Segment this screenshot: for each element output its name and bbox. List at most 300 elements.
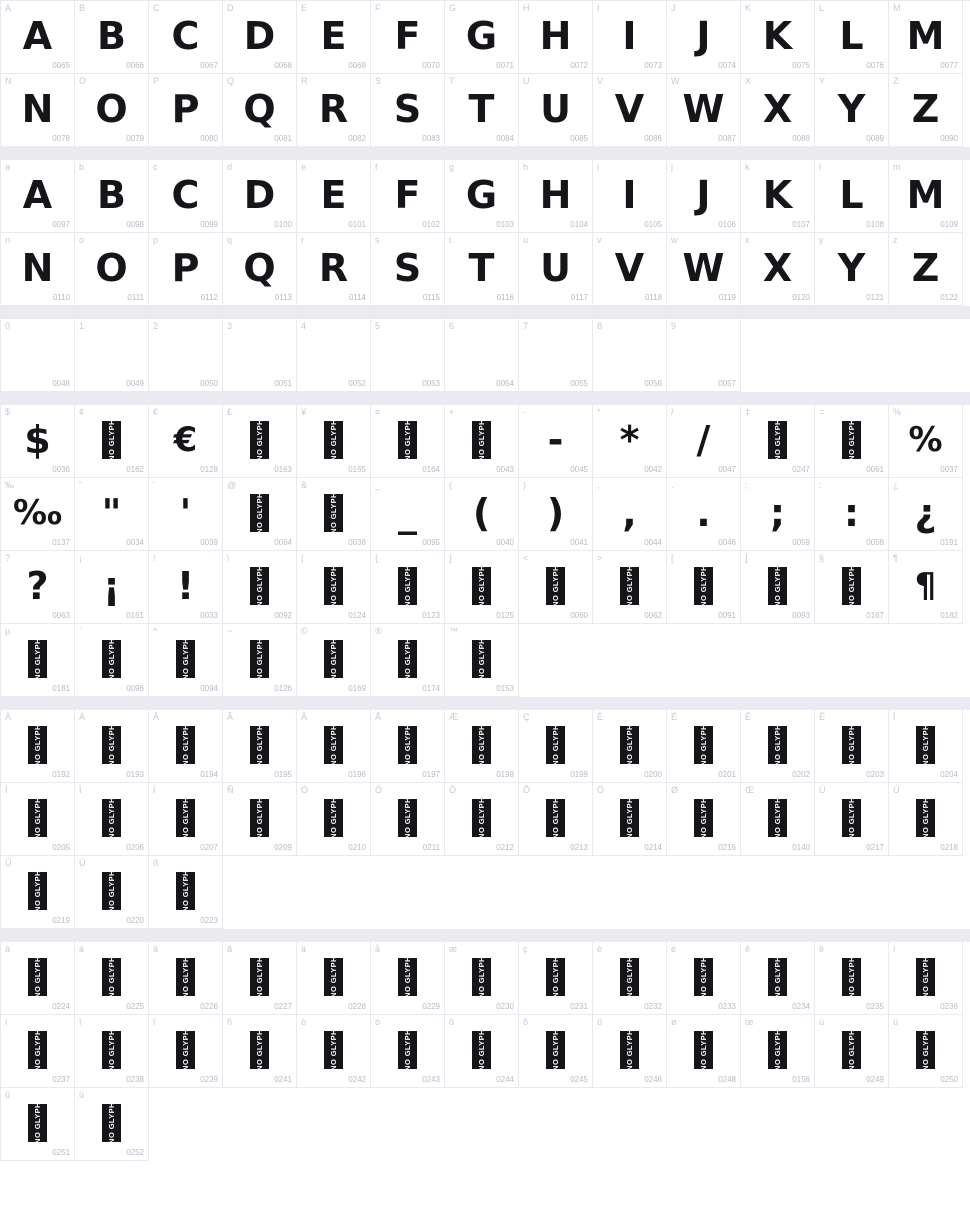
glyph-cell[interactable]	[371, 160, 445, 233]
glyph-char-label: £	[227, 407, 233, 417]
glyph-cell[interactable]	[519, 783, 593, 856]
glyph-render: G	[465, 173, 498, 217]
glyph-char-label: 9	[671, 321, 677, 331]
glyph-cell[interactable]	[815, 1, 889, 74]
glyph-render: %	[908, 420, 943, 460]
glyph-code: 0246	[644, 1075, 662, 1084]
glyph-cell[interactable]	[815, 1015, 889, 1088]
glyph-cell[interactable]	[223, 160, 297, 233]
glyph-render: ‰	[13, 493, 62, 533]
glyph-cell[interactable]	[149, 74, 223, 147]
glyph-char-label: µ	[5, 626, 11, 636]
glyph-cell[interactable]	[371, 551, 445, 624]
glyph-cell[interactable]	[889, 783, 963, 856]
glyph-render: J	[696, 14, 711, 58]
glyph-cell[interactable]	[75, 624, 149, 697]
glyph-cell[interactable]	[741, 783, 815, 856]
glyph-render: G	[465, 14, 498, 58]
glyph-cell[interactable]	[445, 1015, 519, 1088]
glyph-code: 0051	[274, 379, 292, 388]
glyph-cell[interactable]	[297, 783, 371, 856]
glyph-code: 0116	[496, 293, 514, 302]
glyph-cell[interactable]	[371, 1015, 445, 1088]
glyph-cell[interactable]	[1, 1015, 75, 1088]
glyph-code: 0092	[274, 611, 292, 620]
no-glyph-label: NO GLYPH	[402, 1029, 412, 1071]
glyph-cell[interactable]	[149, 1, 223, 74]
glyph-char-label: l	[819, 162, 821, 172]
glyph-code: 0223	[200, 916, 218, 925]
glyph-cell[interactable]	[75, 319, 149, 392]
glyph-cell[interactable]	[667, 1, 741, 74]
glyph-cell[interactable]	[519, 405, 593, 478]
glyph-code: 0100	[274, 220, 292, 229]
glyph-char-label: N	[5, 76, 12, 86]
glyph-code: 0161	[126, 611, 144, 620]
glyph-char-label: ù	[819, 1017, 825, 1027]
glyph-cell[interactable]	[149, 405, 223, 478]
glyph-render: K	[762, 14, 793, 58]
no-glyph-label: NO GLYPH	[772, 724, 782, 766]
glyph-cell[interactable]	[667, 160, 741, 233]
glyph-char-label: }	[449, 553, 453, 563]
glyph-cell[interactable]	[445, 233, 519, 306]
glyph-cell[interactable]	[815, 551, 889, 624]
glyph-code: 0038	[348, 538, 366, 547]
glyph-code: 0225	[126, 1002, 144, 1011]
glyph-cell[interactable]	[445, 160, 519, 233]
glyph-render: R	[318, 246, 349, 290]
glyph-char-label: ?	[5, 553, 11, 563]
glyph-cell[interactable]	[75, 1015, 149, 1088]
glyph-cell[interactable]	[519, 1015, 593, 1088]
glyph-code: 0043	[496, 465, 514, 474]
glyph-cell[interactable]	[371, 319, 445, 392]
glyph-char-label: =	[819, 407, 825, 417]
glyph-code: 0239	[200, 1075, 218, 1084]
glyph-char-label: z	[893, 235, 898, 245]
glyph-code: 0218	[940, 843, 958, 852]
glyph-cell[interactable]	[741, 710, 815, 783]
glyph-cell[interactable]	[741, 233, 815, 306]
glyph-cell[interactable]	[667, 405, 741, 478]
glyph-char-label: è	[597, 944, 603, 954]
glyph-cell[interactable]	[593, 233, 667, 306]
glyph-cell[interactable]	[667, 783, 741, 856]
glyph-cell[interactable]	[297, 478, 371, 551]
glyph-render: $	[24, 418, 51, 462]
glyph-cell[interactable]	[149, 624, 223, 697]
glyph-cell[interactable]	[815, 74, 889, 147]
glyph-char-label: ì	[893, 944, 896, 954]
glyph-cell[interactable]	[667, 74, 741, 147]
glyph-cell[interactable]	[667, 551, 741, 624]
glyph-code: 0107	[792, 220, 810, 229]
glyph-cell[interactable]	[445, 319, 519, 392]
glyph-code: 0121	[866, 293, 884, 302]
glyph-cell[interactable]	[667, 1015, 741, 1088]
glyph-cell[interactable]	[75, 551, 149, 624]
glyph-cell[interactable]	[1, 478, 75, 551]
glyph-cell[interactable]	[75, 233, 149, 306]
glyph-cell[interactable]	[75, 478, 149, 551]
glyph-code: 0191	[940, 538, 958, 547]
glyph-cell[interactable]	[297, 233, 371, 306]
no-glyph-label: NO GLYPH	[180, 1029, 190, 1071]
glyph-char-label: €	[153, 407, 159, 417]
glyph-cell[interactable]	[815, 710, 889, 783]
glyph-cell[interactable]	[741, 74, 815, 147]
glyph-cell[interactable]	[741, 405, 815, 478]
glyph-cell[interactable]	[1, 160, 75, 233]
glyph-code: 0097	[52, 220, 70, 229]
glyph-code: 0085	[570, 134, 588, 143]
no-glyph-label: NO GLYPH	[772, 1029, 782, 1071]
glyph-cell[interactable]	[1, 1088, 75, 1161]
glyph-cell[interactable]	[149, 942, 223, 1015]
glyph-char-label: Ô	[449, 785, 457, 795]
glyph-cell[interactable]	[889, 405, 963, 478]
no-glyph-label: NO GLYPH	[180, 870, 190, 912]
glyph-cell[interactable]	[519, 942, 593, 1015]
glyph-char-label: <	[523, 553, 529, 563]
glyph-render: P	[171, 87, 200, 131]
glyph-char-label: 4	[301, 321, 307, 331]
glyph-render: -	[547, 418, 564, 462]
no-glyph-label: NO GLYPH	[402, 956, 412, 998]
glyph-char-label: >	[597, 553, 603, 563]
glyph-cell[interactable]	[815, 942, 889, 1015]
glyph-cell[interactable]	[371, 405, 445, 478]
glyph-cell[interactable]	[889, 233, 963, 306]
glyph-cell[interactable]	[889, 551, 963, 624]
glyph-cell[interactable]	[889, 1, 963, 74]
glyph-cell[interactable]	[297, 1, 371, 74]
glyph-cell[interactable]	[149, 783, 223, 856]
glyph-cell[interactable]	[889, 160, 963, 233]
glyph-cell[interactable]	[371, 74, 445, 147]
glyph-cell[interactable]	[75, 710, 149, 783]
glyph-cell[interactable]	[297, 319, 371, 392]
glyph-code: 0241	[274, 1075, 292, 1084]
glyph-char-label: j	[671, 162, 673, 172]
glyph-render: P	[171, 246, 200, 290]
glyph-code: 0211	[422, 843, 440, 852]
glyph-render: ,	[622, 491, 637, 535]
glyph-cell[interactable]	[223, 551, 297, 624]
glyph-char-label: &	[301, 480, 308, 490]
glyph-cell[interactable]	[149, 710, 223, 783]
glyph-cell[interactable]	[371, 478, 445, 551]
glyph-code: 0088	[792, 134, 810, 143]
glyph-cell[interactable]	[297, 160, 371, 233]
glyph-code: 0114	[348, 293, 366, 302]
glyph-char-label: 3	[227, 321, 233, 331]
glyph-cell[interactable]	[297, 405, 371, 478]
glyph-cell[interactable]	[149, 319, 223, 392]
glyph-cell[interactable]	[667, 233, 741, 306]
glyph-char-label: c	[153, 162, 158, 172]
glyph-cell[interactable]	[297, 74, 371, 147]
glyph-char-label: à	[5, 944, 11, 954]
glyph-cell[interactable]	[889, 74, 963, 147]
glyph-char-label: A	[5, 3, 12, 13]
glyph-code: 0200	[644, 770, 662, 779]
glyph-render: M	[906, 14, 945, 58]
no-glyph-label: NO GLYPH	[624, 724, 634, 766]
glyph-char-label: Ú	[893, 785, 900, 795]
glyph-code: 0054	[496, 379, 514, 388]
glyph-code: 0058	[866, 538, 884, 547]
glyph-code: 0120	[792, 293, 810, 302]
glyph-code: 0201	[718, 770, 736, 779]
glyph-cell[interactable]	[75, 1088, 149, 1161]
glyph-char-label: "	[79, 480, 83, 490]
glyph-char-label: Ó	[375, 785, 383, 795]
no-glyph-label: NO GLYPH	[32, 1102, 42, 1144]
glyph-char-label: f	[375, 162, 378, 172]
glyph-cell[interactable]	[741, 942, 815, 1015]
glyph-cell[interactable]	[223, 74, 297, 147]
glyph-cell[interactable]	[593, 783, 667, 856]
glyph-code: 0109	[940, 220, 958, 229]
glyph-code: 0207	[200, 843, 218, 852]
glyph-code: 0039	[200, 538, 218, 547]
glyph-cell[interactable]	[223, 405, 297, 478]
glyph-cell[interactable]	[223, 942, 297, 1015]
glyph-code: 0098	[126, 220, 144, 229]
glyph-cell[interactable]	[445, 942, 519, 1015]
no-glyph-label: NO GLYPH	[846, 724, 856, 766]
glyph-char-label: î	[79, 1017, 82, 1027]
glyph-cell[interactable]	[593, 710, 667, 783]
glyph-cell[interactable]	[593, 405, 667, 478]
glyph-cell[interactable]	[75, 160, 149, 233]
glyph-cell[interactable]	[445, 1, 519, 74]
glyph-cell[interactable]	[371, 1, 445, 74]
glyph-char-label: 6	[449, 321, 455, 331]
glyph-cell[interactable]	[445, 74, 519, 147]
glyph-cell[interactable]	[1, 74, 75, 147]
glyph-cell[interactable]	[519, 160, 593, 233]
glyph-cell[interactable]	[741, 160, 815, 233]
glyph-cell[interactable]	[371, 624, 445, 697]
glyph-cell[interactable]	[593, 942, 667, 1015]
glyph-cell[interactable]	[667, 710, 741, 783]
glyph-char-label: Á	[79, 712, 86, 722]
glyph-cell[interactable]	[371, 710, 445, 783]
glyph-cell[interactable]	[593, 478, 667, 551]
glyph-code: 0197	[422, 770, 440, 779]
glyph-char-label: ¢	[79, 407, 85, 417]
glyph-cell[interactable]	[371, 942, 445, 1015]
glyph-cell[interactable]	[149, 478, 223, 551]
glyph-cell[interactable]	[815, 783, 889, 856]
glyph-render: H	[539, 14, 572, 58]
glyph-cell[interactable]	[75, 405, 149, 478]
glyph-cell[interactable]	[741, 478, 815, 551]
glyph-cell[interactable]	[75, 856, 149, 929]
glyph-render: T	[468, 87, 495, 131]
glyph-code: 0090	[940, 134, 958, 143]
glyph-char-label: Û	[5, 858, 12, 868]
glyph-render: C	[171, 173, 200, 217]
glyph-cell[interactable]	[445, 405, 519, 478]
glyph-char-label: W	[671, 76, 680, 86]
glyph-cell[interactable]	[815, 233, 889, 306]
glyph-code: 0070	[422, 61, 440, 70]
glyph-cell[interactable]	[223, 783, 297, 856]
glyph-render: W	[682, 87, 725, 131]
glyph-cell[interactable]	[815, 478, 889, 551]
glyph-cell[interactable]	[149, 551, 223, 624]
glyph-cell[interactable]	[593, 319, 667, 392]
glyph-cell[interactable]	[519, 319, 593, 392]
glyph-code: 0087	[718, 134, 736, 143]
glyph-cell[interactable]	[445, 478, 519, 551]
glyph-cell[interactable]	[519, 74, 593, 147]
glyph-cell[interactable]	[1, 233, 75, 306]
glyph-cell[interactable]	[519, 233, 593, 306]
glyph-char-label: |	[301, 553, 304, 563]
glyph-code: 0072	[570, 61, 588, 70]
glyph-cell[interactable]	[371, 783, 445, 856]
glyph-cell[interactable]	[519, 1, 593, 74]
no-glyph-label: NO GLYPH	[106, 724, 116, 766]
glyph-render: E	[320, 14, 347, 58]
glyph-render: I	[622, 14, 637, 58]
glyph-cell[interactable]	[149, 233, 223, 306]
glyph-cell[interactable]	[741, 1, 815, 74]
glyph-char-label: É	[671, 712, 678, 722]
glyph-char-label: p	[153, 235, 159, 245]
glyph-code: 0231	[570, 1002, 588, 1011]
glyph-cell[interactable]	[297, 942, 371, 1015]
glyph-cell[interactable]	[223, 710, 297, 783]
no-glyph-label: NO GLYPH	[772, 419, 782, 461]
no-glyph-label: NO GLYPH	[920, 724, 930, 766]
glyph-render: B	[97, 173, 126, 217]
no-glyph-label: NO GLYPH	[328, 797, 338, 839]
glyph-cell[interactable]	[1, 1, 75, 74]
glyph-cell[interactable]	[889, 942, 963, 1015]
glyph-cell[interactable]	[1, 783, 75, 856]
glyph-cell[interactable]	[297, 551, 371, 624]
glyph-cell[interactable]	[149, 1015, 223, 1088]
glyph-cell[interactable]	[593, 551, 667, 624]
glyph-code: 0063	[52, 611, 70, 620]
glyph-code: 0068	[274, 61, 292, 70]
no-glyph-label: NO GLYPH	[254, 1029, 264, 1071]
glyph-cell[interactable]	[445, 710, 519, 783]
glyph-cell[interactable]	[741, 1015, 815, 1088]
no-glyph-label: NO GLYPH	[106, 956, 116, 998]
glyph-cell[interactable]	[1, 405, 75, 478]
glyph-cell[interactable]	[889, 710, 963, 783]
glyph-cell[interactable]	[223, 478, 297, 551]
glyph-cell[interactable]	[889, 1015, 963, 1088]
glyph-char-label: ò	[301, 1017, 307, 1027]
glyph-char-label: Ü	[79, 858, 86, 868]
glyph-cell[interactable]	[223, 233, 297, 306]
glyph-cell[interactable]	[667, 478, 741, 551]
glyph-char-label: ä	[301, 944, 307, 954]
glyph-code: 0091	[718, 611, 736, 620]
glyph-cell[interactable]	[1, 319, 75, 392]
glyph-cell[interactable]	[815, 160, 889, 233]
glyph-cell[interactable]	[297, 710, 371, 783]
glyph-cell[interactable]	[75, 1, 149, 74]
glyph-cell[interactable]	[667, 319, 741, 392]
glyph-code: 0073	[644, 61, 662, 70]
glyph-cell[interactable]	[519, 551, 593, 624]
glyph-cell[interactable]	[889, 478, 963, 551]
glyph-char-label: u	[523, 235, 529, 245]
glyph-cell[interactable]	[445, 551, 519, 624]
glyph-cell[interactable]	[1, 551, 75, 624]
glyph-char-label: I	[597, 3, 600, 13]
glyph-cell[interactable]	[75, 942, 149, 1015]
glyph-char-label: Ï	[153, 785, 156, 795]
glyph-cell[interactable]	[519, 478, 593, 551]
glyph-cell[interactable]	[445, 624, 519, 697]
glyph-cell[interactable]	[223, 319, 297, 392]
glyph-render: !	[176, 564, 195, 608]
glyph-code: 0230	[496, 1002, 514, 1011]
glyph-cell[interactable]	[1, 710, 75, 783]
glyph-char-label: /	[671, 407, 674, 417]
no-glyph-label: NO GLYPH	[328, 1029, 338, 1071]
glyph-cell[interactable]	[1, 624, 75, 697]
glyph-cell[interactable]	[223, 1, 297, 74]
glyph-char-label: K	[745, 3, 752, 13]
glyph-cell[interactable]	[741, 551, 815, 624]
glyph-cell[interactable]	[297, 1015, 371, 1088]
no-glyph-label: NO GLYPH	[180, 956, 190, 998]
glyph-cell[interactable]	[223, 1015, 297, 1088]
glyph-cell[interactable]	[445, 783, 519, 856]
glyph-cell[interactable]	[519, 710, 593, 783]
glyph-cell[interactable]	[149, 856, 223, 929]
glyph-cell[interactable]	[75, 74, 149, 147]
no-glyph-label: NO GLYPH	[254, 419, 264, 461]
glyph-cell[interactable]	[667, 942, 741, 1015]
glyph-cell[interactable]	[297, 624, 371, 697]
glyph-cell[interactable]	[149, 160, 223, 233]
glyph-cell[interactable]	[815, 405, 889, 478]
glyph-char-label: r	[301, 235, 304, 245]
no-glyph-label: NO GLYPH	[328, 638, 338, 680]
glyph-cell[interactable]	[223, 624, 297, 697]
glyph-cell[interactable]	[371, 233, 445, 306]
glyph-char-label: *	[597, 407, 601, 417]
glyph-cell[interactable]	[593, 1015, 667, 1088]
glyph-char-label: ú	[893, 1017, 899, 1027]
glyph-cell[interactable]	[593, 74, 667, 147]
glyph-render: H	[539, 173, 572, 217]
glyph-cell[interactable]	[593, 1, 667, 74]
glyph-char-label: g	[449, 162, 455, 172]
glyph-cell[interactable]	[593, 160, 667, 233]
glyph-char-label: X	[745, 76, 752, 86]
glyph-code: 0234	[792, 1002, 810, 1011]
glyph-cell[interactable]	[1, 942, 75, 1015]
glyph-code: 0110	[52, 293, 70, 302]
glyph-code: 0094	[200, 684, 218, 693]
glyph-cell[interactable]	[1, 856, 75, 929]
no-glyph-label: NO GLYPH	[920, 1029, 930, 1071]
glyph-cell[interactable]	[75, 783, 149, 856]
